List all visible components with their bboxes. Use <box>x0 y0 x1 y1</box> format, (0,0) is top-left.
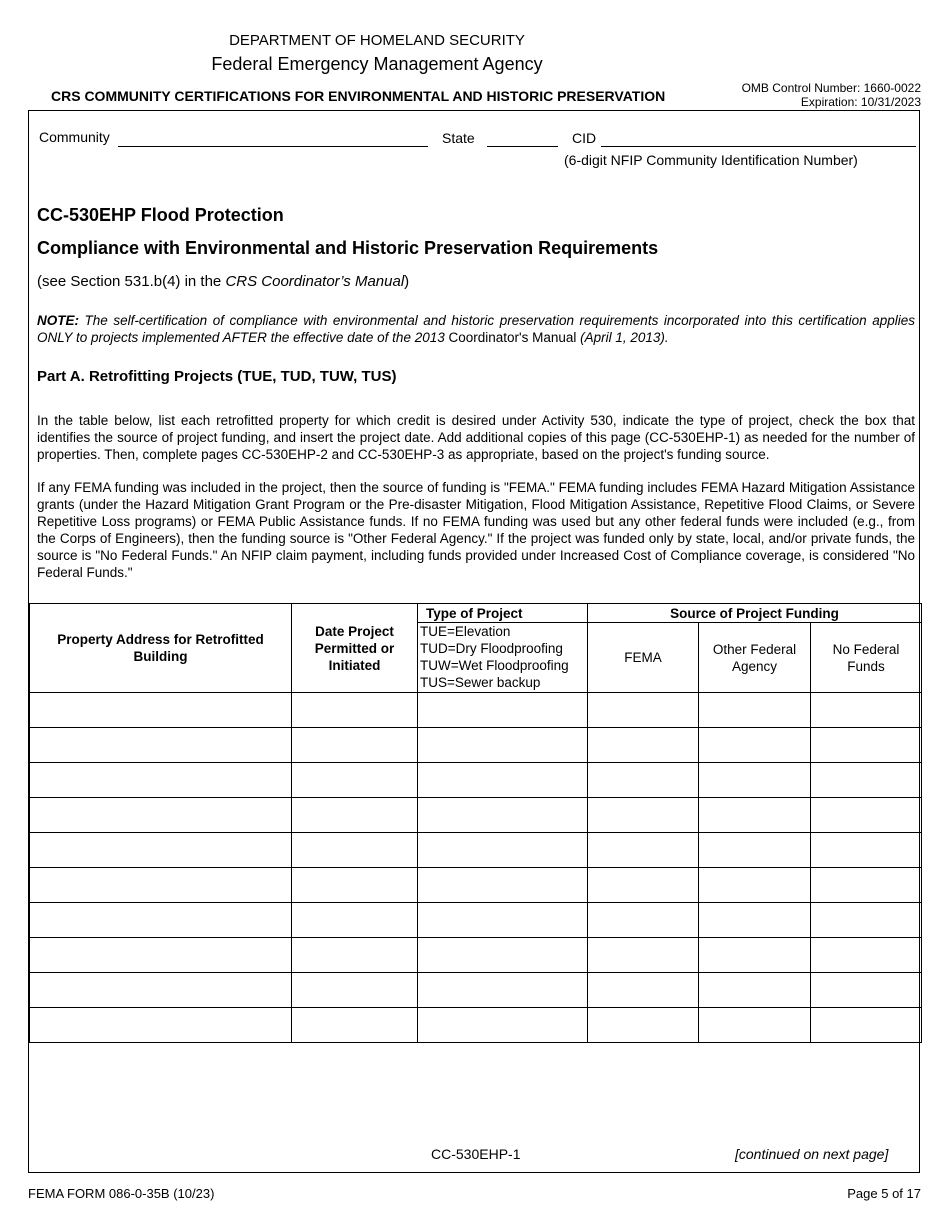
address-cell[interactable] <box>30 903 292 938</box>
type-codes <box>418 623 588 693</box>
date-cell[interactable] <box>292 903 418 938</box>
col-header-address: Property Address for Retrofitted Building <box>30 604 292 693</box>
fema-checkbox[interactable] <box>588 693 699 728</box>
type-code-tus: TUS=Sewer backup <box>420 675 541 690</box>
no-federal-checkbox[interactable] <box>811 763 922 798</box>
omb-info <box>742 81 921 109</box>
other-federal-checkbox[interactable] <box>699 693 811 728</box>
other-federal-checkbox[interactable] <box>699 763 811 798</box>
type-cell[interactable] <box>418 693 588 728</box>
page-number: Page 5 of 17 <box>847 1186 921 1201</box>
instructions-paragraph: In the table below, list each retrofitted property for which credit is desired under Activity 530, indicate the type of project, check the box that identifies the source of project funding, and insert the project date. Add additional copies of this page (CC-530EHP-1) as needed for the number of properties. Then, complete pages CC-530EHP-2 and CC-530EHP-3 as appropriate, based on the project's funding source. <box>37 413 915 462</box>
col-header-source: Source of Project Funding <box>588 604 922 623</box>
cid-field[interactable] <box>601 146 916 147</box>
agency-name: Federal Emergency Management Agency <box>211 54 543 74</box>
note-manual: Coordinator's Manual <box>448 330 577 345</box>
other-federal-checkbox[interactable] <box>699 903 811 938</box>
address-cell[interactable] <box>30 693 292 728</box>
date-cell[interactable] <box>292 798 418 833</box>
community-label: Community <box>39 129 110 145</box>
omb-number: OMB Control Number: 1660-0022 <box>741 81 921 95</box>
date-cell[interactable] <box>292 1008 418 1043</box>
type-cell[interactable] <box>418 728 588 763</box>
fema-checkbox[interactable] <box>588 833 699 868</box>
fema-checkbox[interactable] <box>588 798 699 833</box>
table-row <box>30 1008 922 1043</box>
col-header-type: Type of Project <box>418 604 588 623</box>
type-code-tuw: TUW=Wet Floodproofing <box>420 658 569 673</box>
note-label: NOTE: <box>37 313 79 328</box>
state-label: State <box>442 130 475 146</box>
type-cell[interactable] <box>418 833 588 868</box>
fema-checkbox[interactable] <box>588 728 699 763</box>
fema-checkbox[interactable] <box>588 938 699 973</box>
table-row <box>30 693 922 728</box>
date-cell[interactable] <box>292 763 418 798</box>
note-italic: The self-certification of compliance with environmental and historic preservation requirements incorporated into this certification applies ONLY to projects implemented AFTER the effective date of the 2013 <box>37 313 915 345</box>
fema-checkbox[interactable] <box>588 763 699 798</box>
no-federal-checkbox[interactable] <box>811 728 922 763</box>
cid-label: CID <box>572 130 597 146</box>
type-code-tud: TUD=Dry Floodproofing <box>420 641 563 656</box>
part-a-heading: Part A. Retrofitting Projects (TUE, TUD, TUW, TUS) <box>37 368 397 385</box>
reference-manual: CRS Coordinator’s Manual <box>225 273 405 290</box>
address-cell[interactable] <box>30 973 292 1008</box>
other-federal-checkbox[interactable] <box>699 973 811 1008</box>
other-federal-checkbox[interactable] <box>699 833 811 868</box>
date-cell[interactable] <box>292 868 418 903</box>
table-row <box>30 798 922 833</box>
date-cell[interactable] <box>292 938 418 973</box>
continued-note: [continued on next page] <box>735 1146 889 1162</box>
type-cell[interactable] <box>418 1008 588 1043</box>
address-cell[interactable] <box>30 833 292 868</box>
no-federal-checkbox[interactable] <box>811 833 922 868</box>
other-federal-checkbox[interactable] <box>699 868 811 903</box>
section-reference <box>37 273 915 290</box>
no-federal-checkbox[interactable] <box>811 973 922 1008</box>
form-title: CRS COMMUNITY CERTIFICATIONS FOR ENVIRONMENTAL AND HISTORIC PRESERVATION <box>51 88 666 104</box>
no-federal-checkbox[interactable] <box>811 1008 922 1043</box>
other-federal-checkbox[interactable] <box>699 798 811 833</box>
omb-expiration: Expiration: 10/31/2023 <box>800 95 921 109</box>
table-row <box>30 868 922 903</box>
note-date: (April 1, 2013). <box>576 330 669 345</box>
type-code-tue: TUE=Elevation <box>420 624 511 639</box>
cid-hint: (6-digit NFIP Community Identification Number) <box>564 152 858 168</box>
type-cell[interactable] <box>418 973 588 1008</box>
no-federal-checkbox[interactable] <box>811 868 922 903</box>
table-row <box>30 763 922 798</box>
no-federal-checkbox[interactable] <box>811 938 922 973</box>
type-cell[interactable] <box>418 763 588 798</box>
table-row <box>30 973 922 1008</box>
fema-checkbox[interactable] <box>588 1008 699 1043</box>
address-cell[interactable] <box>30 798 292 833</box>
no-federal-checkbox[interactable] <box>811 903 922 938</box>
address-cell[interactable] <box>30 728 292 763</box>
table-row <box>30 938 922 973</box>
table-row <box>30 833 922 868</box>
address-cell[interactable] <box>30 868 292 903</box>
section-subtitle: Compliance with Environmental and Historic Preservation Requirements <box>37 238 659 258</box>
other-federal-checkbox[interactable] <box>699 938 811 973</box>
fema-checkbox[interactable] <box>588 973 699 1008</box>
table-row <box>30 728 922 763</box>
date-cell[interactable] <box>292 693 418 728</box>
no-federal-checkbox[interactable] <box>811 798 922 833</box>
state-field[interactable] <box>487 146 558 147</box>
reference-suffix: ) <box>404 273 410 290</box>
funding-source-paragraph: If any FEMA funding was included in the project, then the source of funding is "FEMA." FEMA funding includes FEMA Hazard Mitigation Assistance grants (under the Hazard Mitigation Grant Program or the Pre-disaster Mitigation, Flood Mitigation Assistance, Repetitive Flood Claims, or Severe Repetitive Loss programs) or FEMA Public Assistance funds. If no FEMA funding was used but any other federal funds were included (e.g., from the Corps of Engineers), then the funding source is "Other Federal Agency." If the project was funded only by state, local, and/or private funds, the source is "No Federal Funds." An NFIP claim payment, including funds provided under Increased Cost of Compliance coverage, is considered "No Federal Funds." <box>37 480 915 580</box>
type-cell[interactable] <box>418 938 588 973</box>
note-paragraph <box>37 312 915 346</box>
page-form-id: CC-530EHP-1 <box>431 1146 521 1162</box>
reference-prefix: (see Section 531.b(4) in the <box>37 273 226 290</box>
address-cell[interactable] <box>30 938 292 973</box>
other-federal-checkbox[interactable] <box>699 728 811 763</box>
type-cell[interactable] <box>418 798 588 833</box>
type-cell[interactable] <box>418 868 588 903</box>
fema-checkbox[interactable] <box>588 903 699 938</box>
type-cell[interactable] <box>418 903 588 938</box>
address-cell[interactable] <box>30 1008 292 1043</box>
no-federal-checkbox[interactable] <box>811 693 922 728</box>
retrofit-projects-table <box>29 603 922 1043</box>
col-header-date: Date Project Permitted or Initiated <box>292 604 418 693</box>
date-cell[interactable] <box>292 728 418 763</box>
col-header-no-federal: No Federal Funds <box>811 623 922 693</box>
form-number: FEMA FORM 086-0-35B (10/23) <box>28 1186 215 1201</box>
col-header-fema: FEMA <box>588 623 699 693</box>
section-title: CC-530EHP Flood Protection <box>37 205 284 225</box>
table-row <box>30 903 922 938</box>
address-cell[interactable] <box>30 763 292 798</box>
department-name: DEPARTMENT OF HOMELAND SECURITY <box>229 32 525 49</box>
date-cell[interactable] <box>292 833 418 868</box>
community-field[interactable] <box>118 146 428 147</box>
date-cell[interactable] <box>292 973 418 1008</box>
col-header-other-federal: Other Federal Agency <box>699 623 811 693</box>
other-federal-checkbox[interactable] <box>699 1008 811 1043</box>
fema-checkbox[interactable] <box>588 868 699 903</box>
table-body <box>30 693 922 1043</box>
